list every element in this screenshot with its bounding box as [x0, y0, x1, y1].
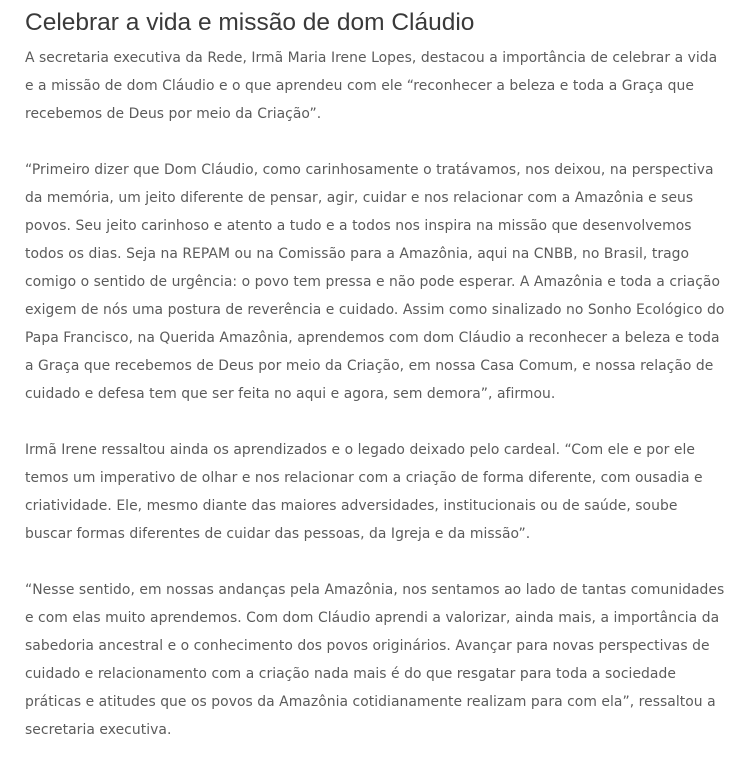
article-paragraph-2: “Primeiro dizer que Dom Cláudio, como carinhosamente o tratávamos, nos deixou, na perspectiva da memória, um jeito diferente de pensar, agir, cuidar e nos relacionar com a Amazônia e seus povos. Seu jeito carinhoso e atento a tudo e a todos nos inspira na missão que desenvolvemos todos os dias. Seja na REPAM ou na Comissão para a Amazônia, aqui na CNBB, no Brasil, trago comigo o sentido de urgência: o povo tem pressa e não pode esperar. A Amazônia e toda a criação exigem de nós uma postura de reverência e cuidado. Assim como sinalizado no Sonho Ecológico do Papa Francisco, na Querida Amazônia, aprendemos com dom Cláudio a reconhecer a beleza e toda a Graça que recebemos de Deus por meio da Criação, em nossa Casa Comum, e nossa relação de cuidado e defesa tem que ser feita no aqui e agora, sem demora”, afirmou.	[25, 162, 725, 402]
article-paragraph-3: Irmã Irene ressaltou ainda os aprendizados e o legado deixado pelo cardeal. “Com ele e por ele temos um imperativo de olhar e nos relacionar com a criação de forma diferente, com ousadia e criatividade. Ele, mesmo diante das maiores adversidades, institucionais ou de saúde, soube buscar formas diferentes de cuidar das pessoas, da Igreja e da missão”.	[25, 442, 703, 542]
article-paragraph-4: “Nesse sentido, em nossas andanças pela Amazônia, nos sentamos ao lado de tantas comunidades e com elas muito aprendemos. Com dom Cláudio aprendi a valorizar, ainda mais, a importância da sabedoria ancestral e o conhecimento dos povos originários. Avançar para novas perspectivas de cuidado e relacionamento com a criação nada mais é do que resgatar para toda a sociedade práticas e atitudes que os povos da Amazônia cotidianamente realizam para com ela”, ressaltou a secretaria executiva.	[25, 582, 725, 738]
article-paragraph-1: A secretaria executiva da Rede, Irmã Maria Irene Lopes, destacou a importância de celebrar a vida e a missão de dom Cláudio e o que aprendeu com ele “reconhecer a beleza e toda a Graça que recebemos de Deus por meio da Criação”.	[25, 50, 718, 122]
article	[25, 6, 725, 744]
article-heading: Celebrar a vida e missão de dom Cláudio	[25, 9, 475, 36]
